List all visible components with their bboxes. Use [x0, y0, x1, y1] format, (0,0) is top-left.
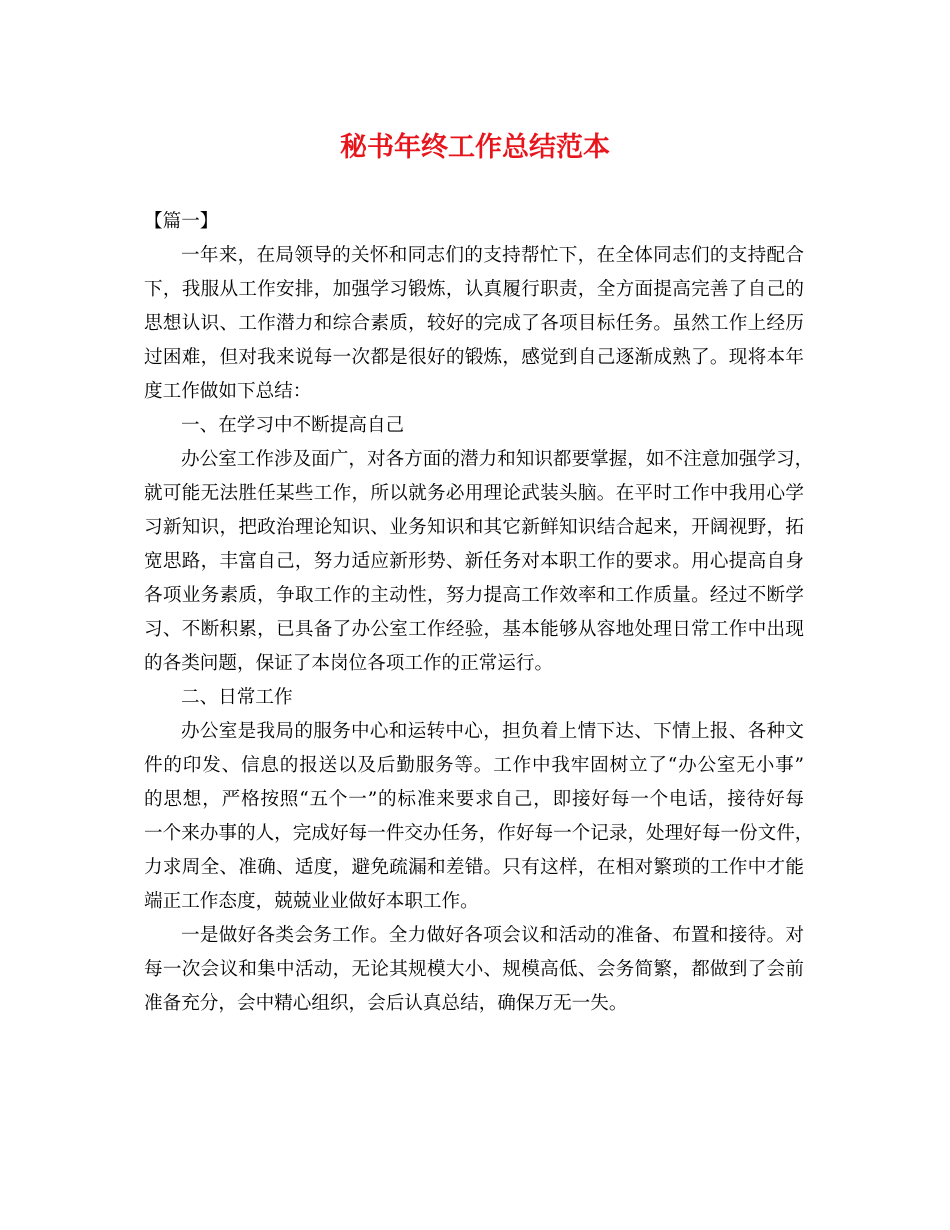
paragraph-line: 办公室工作涉及面广，对各方面的潜力和知识都要掌握，如不注意加强学习，	[181, 449, 814, 470]
document-title: 秘书年终工作总结范本	[340, 132, 610, 163]
paragraph-line: 准备充分，会中精心组织，会后认真总结，确保万无一失。	[144, 993, 628, 1014]
paragraph-line: 一是做好各类会务工作。全力做好各项会议和活动的准备、布置和接待。对	[181, 925, 804, 946]
paragraph-line: 下，我服从工作安排，加强学习锻炼，认真履行职责，全方面提高完善了自己的	[144, 279, 804, 300]
paragraph-line: 一年来，在局领导的关怀和同志们的支持帮忙下，在全体同志们的支持配合	[181, 245, 804, 266]
paragraph-line: 就可能无法胜任某些工作，所以就务必用理论武装头脑。在平时工作中我用心学	[144, 483, 804, 504]
section-marker: 【篇一】	[144, 211, 219, 232]
paragraph-line: 每一次会议和集中活动，无论其规模大小、规模高低、会务简繁，都做到了会前	[144, 959, 804, 980]
paragraph-line: 件的印发、信息的报送以及后勤服务等。工作中我牢固树立了“办公室无小事”	[144, 755, 804, 776]
section-heading: 二、日常工作	[181, 687, 293, 708]
paragraph-line: 办公室是我局的服务中心和运转中心，担负着上情下达、下情上报、各种文	[181, 721, 804, 742]
paragraph-line: 习、不断积累，已具备了办公室工作经验，基本能够从容地处理日常工作中出现	[144, 619, 804, 640]
paragraph-line: 过困难，但对我来说每一次都是很好的锻炼，感觉到自己逐渐成熟了。现将本年	[144, 347, 804, 368]
paragraph-line: 力求周全、准确、适度，避免疏漏和差错。只有这样，在相对繁琐的工作中才能	[144, 857, 804, 878]
document-body	[144, 205, 814, 1021]
paragraph-line: 习新知识，把政治理论知识、业务知识和其它新鲜知识结合起来，开阔视野，拓	[144, 517, 804, 538]
section-heading: 一、在学习中不断提高自己	[181, 415, 405, 436]
paragraph-line: 的各类问题，保证了本岗位各项工作的正常运行。	[144, 653, 554, 674]
paragraph-line: 思想认识、工作潜力和综合素质，较好的完成了各项目标任务。虽然工作上经历	[144, 313, 804, 334]
paragraph-line: 的思想，严格按照“五个一”的标准来要求自己，即接好每一个电话，接待好每	[144, 789, 804, 810]
paragraph-line: 各项业务素质，争取工作的主动性，努力提高工作效率和工作质量。经过不断学	[144, 585, 804, 606]
paragraph-line: 宽思路，丰富自己，努力适应新形势、新任务对本职工作的要求。用心提高自身	[144, 551, 804, 572]
paragraph-line: 度工作做如下总结：	[144, 381, 312, 402]
paragraph-line: 一个来办事的人，完成好每一件交办任务，作好每一个记录，处理好每一份文件，	[144, 823, 814, 844]
paragraph-line: 端正工作态度，兢兢业业做好本职工作。	[144, 891, 479, 912]
